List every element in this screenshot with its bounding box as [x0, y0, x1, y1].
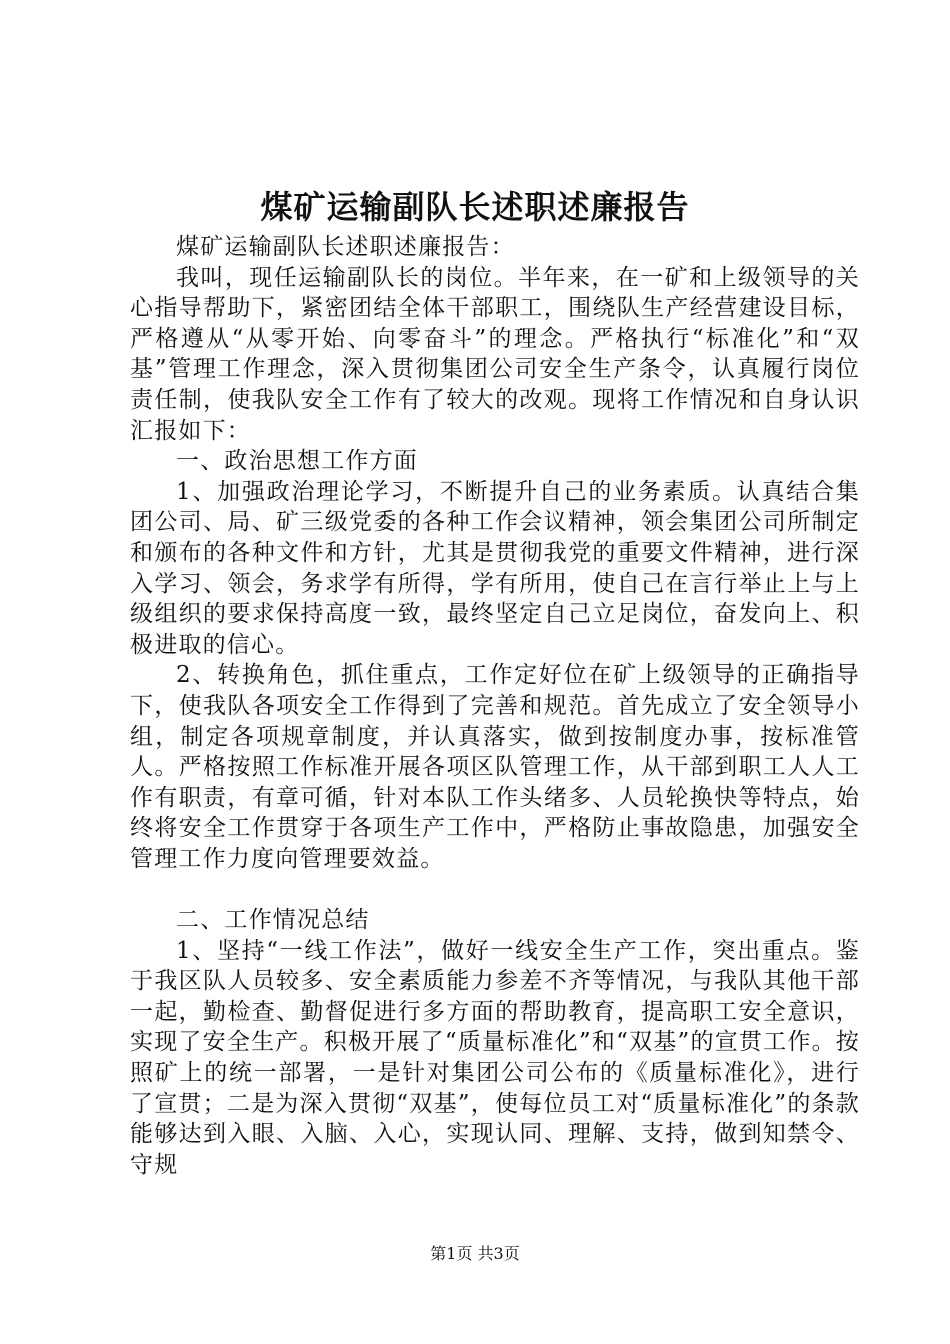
paragraph-political-1: 1、加强政治理论学习，不断提升自己的业务素质。认真结合集团公司、局、矿三级党委的各种工作会议精神，领会集团公司所制定和颁布的各种文件和方针，尤其是贯彻我党的重要文件精神，进行深入学习、领会，务求学有所得，学有所用，使自己在言行举止上与上级组织的要求保持高度一致，最终坚定自己立足岗位，奋发向上、积极进取的信心。: [130, 478, 860, 658]
paragraph-spacer: [130, 874, 860, 905]
paragraph-salutation: 煤矿运输副队长述职述廉报告：: [176, 234, 515, 260]
page-number-footer: 第1页 共3页: [430, 1244, 520, 1263]
paragraph-work-summary-1: 1、坚持“一线工作法”，做好一线安全生产工作，突出重点。鉴于我区队人员较多、安全素质能力参差不齐等情况，与我队其他干部一起，勤检查、勤督促进行多方面的帮助教育，提高职工安全意识，实现了安全生产。积极开展了“质量标准化”和“双基”的宣贯工作。按照矿上的统一部署，一是针对集团公司公布的《质量标准化》，进行了宣贯；二是为深入贯彻“双基”，使每位员工对“质量标准化”的条款能够达到入眼、入脑、入心，实现认同、理解、支持，做到知禁令、守规: [130, 937, 860, 1178]
document-title: 煤矿运输副队长述职述廉报告: [260, 188, 690, 226]
paragraph-intro: 我叫，现任运输副队长的岗位。半年来，在一矿和上级领导的关心指导帮助下，紧密团结全体干部职工，围绕队生产经营建设目标，严格遵从“从零开始、向零奋斗”的理念。严格执行“标准化”和“双基”管理工作理念，深入贯彻集团公司安全生产条令，认真履行岗位责任制，使我队安全工作有了较大的改观。现将工作情况和自身认识汇报如下：: [130, 264, 860, 444]
section-heading-political: 一、政治思想工作方面: [176, 448, 418, 475]
section-heading-work-summary: 二、工作情况总结: [176, 907, 370, 934]
document-body: [130, 232, 860, 1180]
paragraph-political-2: 2、转换角色，抓住重点，工作定好位在矿上级领导的正确指导下，使我队各项安全工作得到了完善和规范。首先成立了安全领导小组，制定各项规章制度，并认真落实，做到按制度办事，按标准管人。严格按照工作标准开展各项区队管理工作，从干部到职工人人工作有职责，有章可循，针对本队工作头绪多、人员轮换快等特点，始终将安全工作贯穿于各项生产工作中，严格防止事故隐患，加强安全管理工作力度向管理要效益。: [130, 662, 860, 872]
